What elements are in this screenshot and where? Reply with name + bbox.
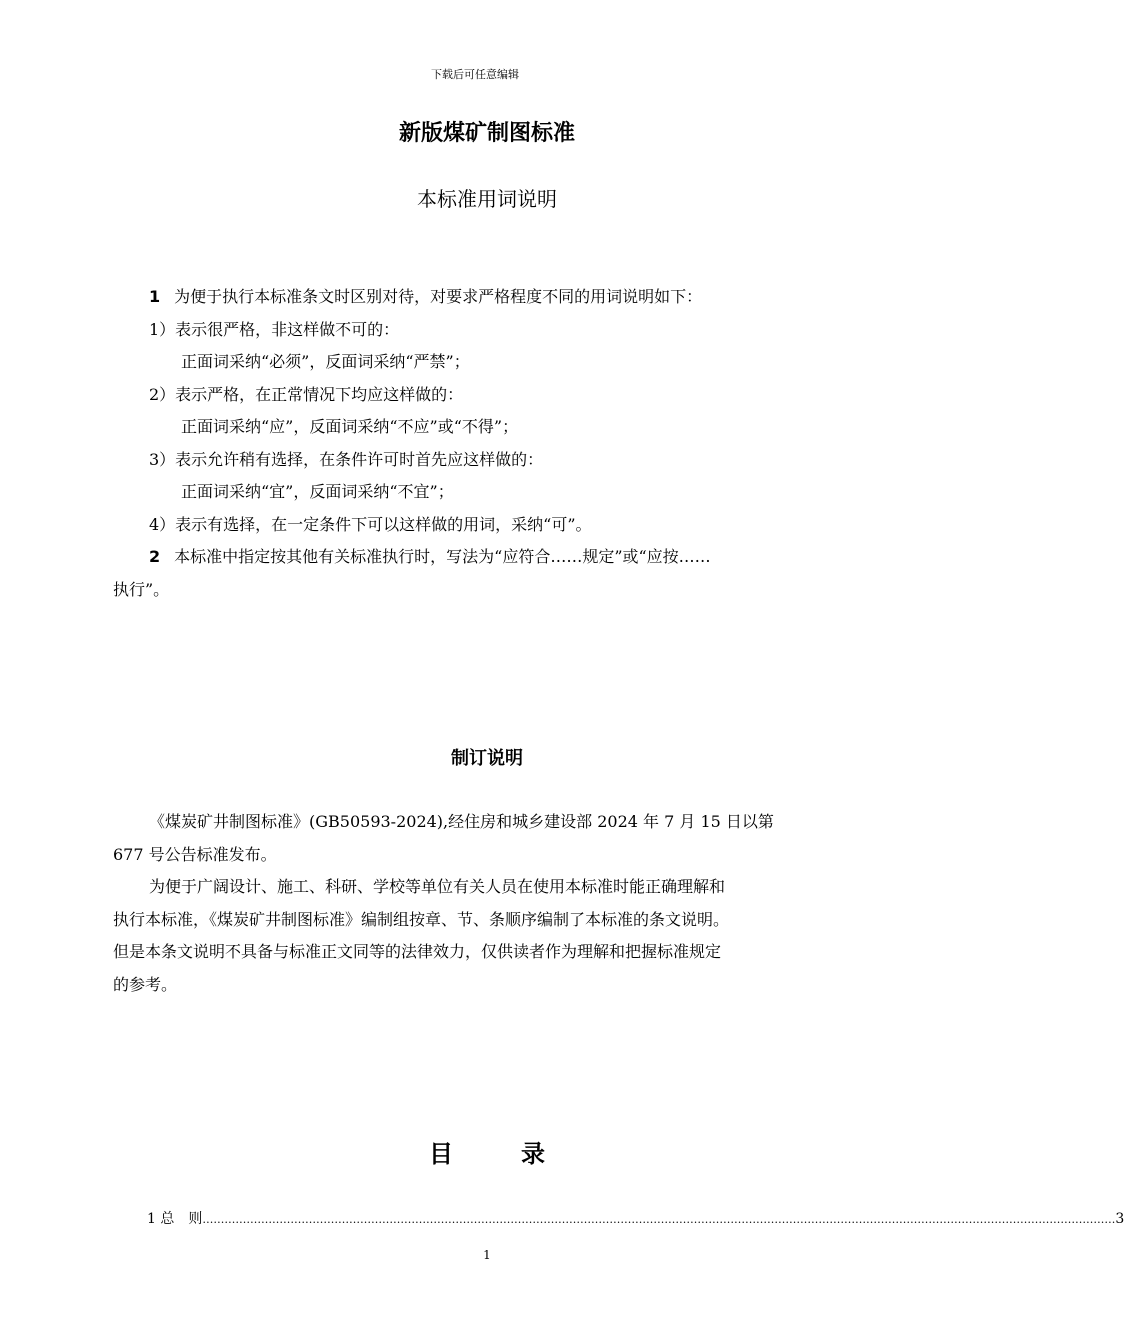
revision-section (113, 806, 859, 1001)
page-number: 1 (483, 1248, 491, 1262)
revision-paragraph-1-line-2: 677 号公告标准发布。 (113, 844, 277, 864)
toc-title-part-2: 录 (521, 1140, 545, 1168)
toc-entry-label: 1 总 则 (147, 1211, 203, 1227)
terms-sub-2-detail: 正面词采纳“应”，反面词采纳“不应”或“不得”； (181, 417, 519, 436)
toc-entry-page: 3 (1115, 1211, 1124, 1227)
toc-entry-leader: …………………………………………………………………………………………………………………………………………………………………………………………………………………………… (202, 1213, 1116, 1226)
terms-item-1-text: 为便于执行本标准条文时区别对待，对要求严格程度不同的用词说明如下： (174, 287, 703, 306)
terms-item-2-number: 2 (149, 547, 161, 566)
terms-sub-2: 2）表示严格，在正常情况下均应这样做的： (149, 384, 464, 404)
revision-paragraph-2-line-2: 执行本标准，《煤炭矿井制图标准》编制组按章、节、条顺序编制了本标准的条文说明。 (113, 909, 730, 929)
revision-section-title: 制订说明 (451, 748, 523, 769)
toc-title (0, 1134, 974, 1169)
revision-paragraph-2-line-4: 的参考。 (113, 974, 178, 994)
revision-paragraph-2-line-3: 但是本条文说明不具备与标准正文同等的法律效力，仅供读者作为理解和把握标准规定 (113, 942, 722, 961)
terms-item-2-continuation: 执行”。 (113, 579, 170, 599)
terms-item-2 (113, 541, 859, 574)
terms-item-1 (113, 281, 859, 314)
terms-sub-3-detail: 正面词采纳“宜”，反面词采纳“不宜”； (181, 482, 454, 501)
header-note: 下载后可任意编辑 (431, 68, 519, 81)
terms-section (113, 281, 859, 606)
toc-entry[interactable] (147, 1208, 1124, 1228)
revision-paragraph-2-line-1: 为便于广阔设计、施工、科研、学校等单位有关人员在使用本标准时能正确理解和 (149, 877, 726, 896)
toc-title-part-1: 目 (429, 1140, 453, 1168)
terms-sub-3: 3）表示允许稍有选择，在条件许可时首先应这样做的： (149, 449, 544, 469)
terms-sub-1: 1）表示很严格，非这样做不可的： (149, 319, 400, 339)
terms-section-title: 本标准用词说明 (417, 187, 557, 211)
terms-sub-1-detail: 正面词采纳“必须”，反面词采纳“严禁”； (181, 352, 470, 371)
document-title: 新版煤矿制图标准 (398, 121, 575, 146)
terms-sub-4: 4）表示有选择，在一定条件下可以这样做的用词，采纳“可”。 (149, 514, 592, 534)
revision-paragraph-1-line-1: 《煤炭矿井制图标准》(GB50593-2024),经住房和城乡建设部 2024 年 7 月 15 日以第 (149, 812, 774, 831)
terms-item-1-number: 1 (149, 287, 161, 306)
terms-item-2-text: 本标准中指定按其他有关标准执行时，写法为“应符合……规定”或“应按…… (174, 547, 711, 566)
